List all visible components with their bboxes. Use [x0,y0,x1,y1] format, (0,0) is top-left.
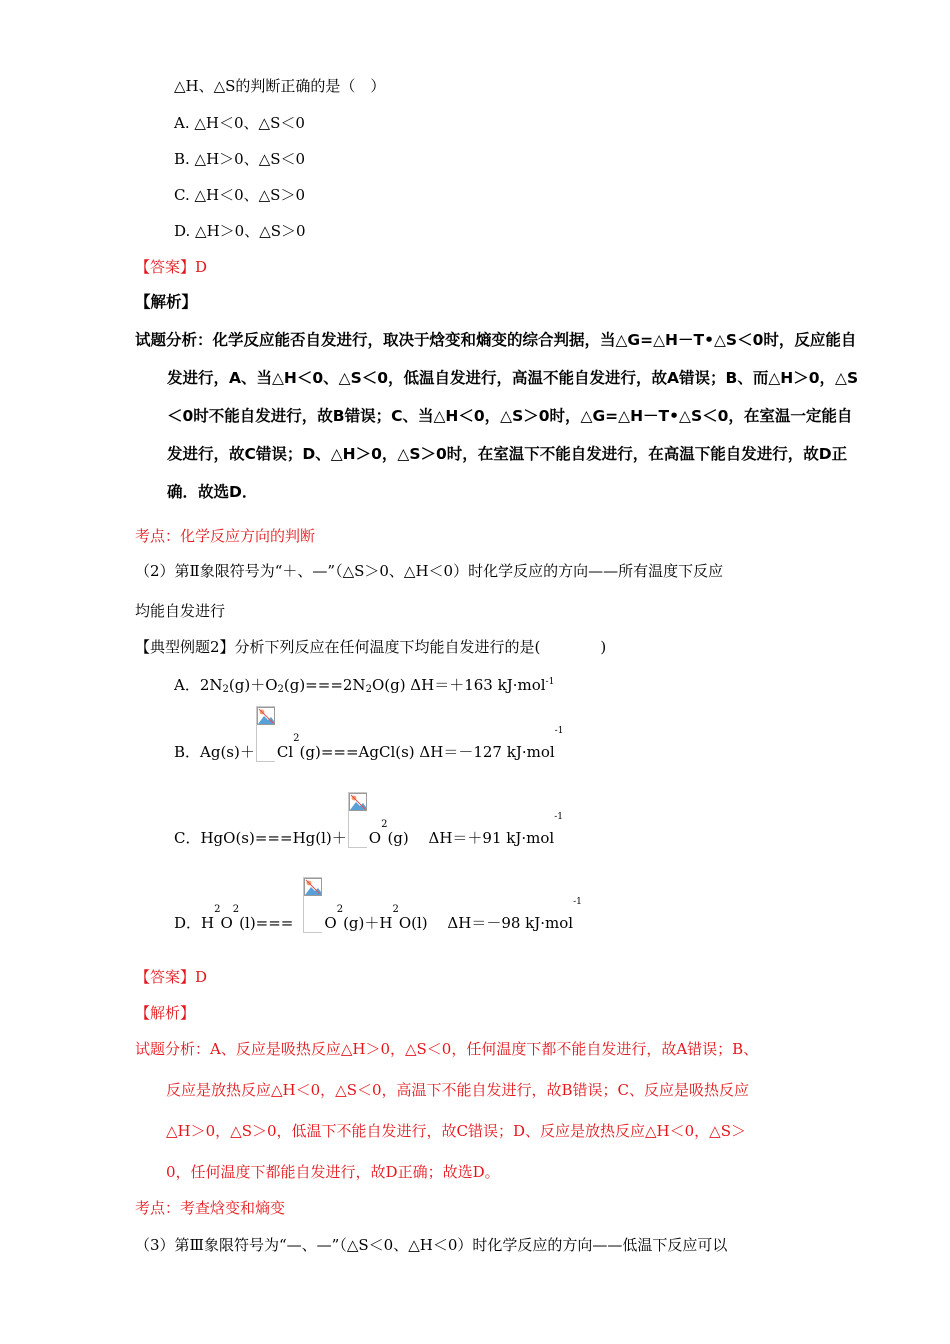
q1-analysis-line: ＜0时不能自发进行，故B错误；C、当△H＜0，△S＞0时，△G=△H－T•△S＜0，在室温一定能自 [167,407,853,425]
q2-analysis-line: △H＞0，△S＞0，低温下不能自发进行，故C错误；D、反应是放热反应△H＜0，△S＞ [166,1122,746,1140]
subscript: 2 [392,904,399,915]
section2-line2: 均能自发进行 [135,602,226,620]
q2-answer [135,967,207,987]
q1-answer [135,257,207,277]
subscript: 2 [214,904,221,915]
q2-option-c [174,792,563,848]
q1-analysis-label: 【解析】 [135,293,198,311]
subscript: 2 [336,904,344,915]
answer-label: 【答案】 [135,258,196,276]
q1-kaodian: 考点：化学反应方向的判断 [135,527,316,545]
text: (g)＋O [228,676,278,694]
text: O [324,914,337,932]
answer-value: D [195,258,208,276]
q2-analysis-label: 【解析】 [135,1004,196,1022]
subscript: 2 [365,684,372,695]
text: B．Ag(s)＋ [174,743,255,761]
text: O(g) ΔH＝＋163 kJ·mol [371,676,546,694]
subscript: 2 [381,819,388,830]
answer-label: 【答案】 [135,968,196,986]
q2-option-a [174,675,554,695]
q2-kaodian: 考点：考查焓变和熵变 [135,1199,286,1217]
section3-line1: （3）第Ⅲ象限符号为“—、—”（△S＜0、△H＜0）时化学反应的方向——低温下反应可以 [135,1236,728,1254]
superscript: -1 [554,726,564,736]
q1-option-d: D. △H＞0、△S＞0 [174,222,306,240]
q1-analysis-line: 确．故选D． [167,483,258,501]
text: (l)=== [239,914,294,932]
q2-title: 【典型例题2】分析下列反应在任何温度下均能自发进行的是( ) [135,638,607,656]
text: (g)===2N [283,676,366,694]
q1-option-b: B. △H＞0、△S＜0 [174,150,306,168]
text: (g) ΔH＝＋91 kJ·mol [387,829,555,847]
text: D．H [174,914,215,932]
subscript: 2 [232,904,240,915]
superscript: -1 [554,812,563,822]
subscript: 2 [222,684,229,695]
broken-image-icon [256,706,276,762]
section2-line1: （2）第Ⅱ象限符号为“＋、—”（△S＞0、△H＜0）时化学反应的方向——所有温度下反应 [135,562,724,580]
text: C．HgO(s)===Hg(l)＋ [174,829,347,847]
text: O [368,829,382,847]
text: O [220,914,233,932]
superscript: -1 [573,897,582,907]
text: (g)===AgCl(s) ΔH＝－127 kJ·mol [299,743,555,761]
subscript: 2 [293,733,300,744]
q1-analysis-line: 发进行，A、当△H＜0、△S＜0，低温自发进行，高温不能自发进行，故A错误；B、而△H＞0，△S [167,369,859,387]
q1-stem-tail: △H、△S的判断正确的是（ ） [174,77,386,95]
subscript: 2 [277,684,284,695]
q1-option-c: C. △H＜0、△S＞0 [174,186,305,204]
q2-option-b [174,706,563,762]
q2-analysis-line: 试题分析：A、反应是吸热反应△H＞0，△S＜0，任何温度下都不能自发进行，故A错误；B、 [135,1040,759,1058]
answer-value: D [195,968,208,986]
text: O(l) ΔH＝－98 kJ·mol [398,914,574,932]
q2-analysis-line: 反应是放热反应△H＜0，△S＜0，高温下不能自发进行，故B错误；C、反应是吸热反应 [166,1081,750,1099]
q1-analysis-line: 试题分析：化学反应能否自发进行，取决于焓变和熵变的综合判据，当△G=△H－T•△S＜0时，反应能自 [135,331,857,349]
q2-analysis-line: 0，任何温度下都能自发进行，故D正确；故选D。 [166,1163,500,1181]
q1-option-a: A. △H＜0、△S＜0 [174,114,305,132]
broken-image-icon [303,877,323,933]
text: Cl [276,743,294,761]
broken-image-icon [348,792,368,848]
q1-analysis-line: 发进行，故C错误；D、△H＞0，△S＞0时，在室温下不能自发进行，在高温下能自发进行，故D正 [167,445,848,463]
text: (g)＋H [343,914,393,932]
text: A．2N [174,676,223,694]
q2-option-d [174,877,582,933]
superscript: -1 [545,677,555,687]
